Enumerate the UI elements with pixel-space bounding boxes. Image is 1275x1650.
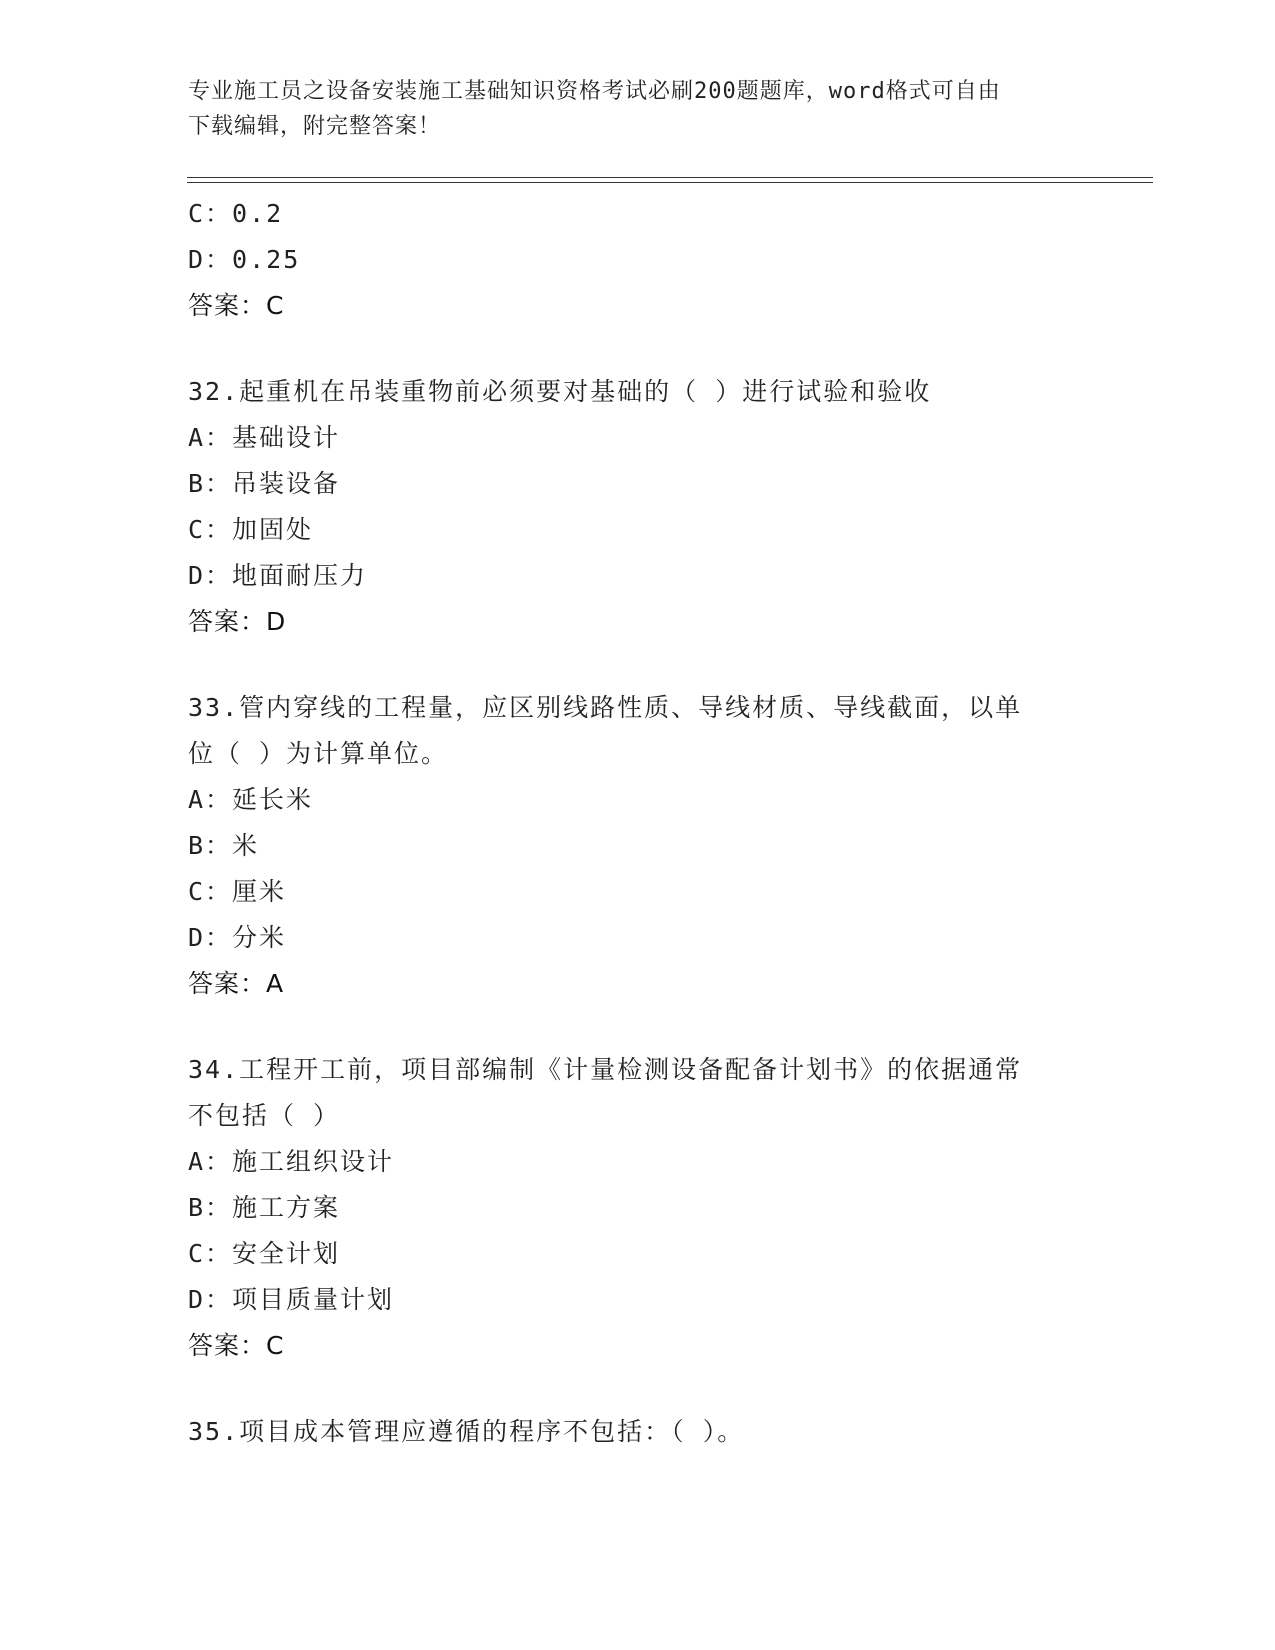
option-b: B：吊装设备 [188,469,341,498]
page-header [188,74,1088,144]
question-text-line-2: 位（ ）为计算单位。 [188,739,449,768]
option-a: A：基础设计 [188,423,341,452]
option-a: A：施工组织设计 [188,1147,395,1176]
question-35 [188,1409,1088,1455]
header-title-line-2: 下载编辑，附完整答案！ [188,114,442,139]
question-text: 32.起重机在吊装重物前必须要对基础的（ ）进行试验和验收 [188,377,932,406]
question-34 [188,1047,1088,1369]
option-c: C：0.2 [188,199,284,228]
question-32 [188,369,1088,645]
header-divider-top [187,177,1153,178]
answer-line: 答案：D [188,607,287,636]
spacer [188,329,1088,369]
question-33 [188,685,1088,1007]
option-d: D：地面耐压力 [188,561,368,590]
spacer [188,1369,1088,1409]
option-a: A：延长米 [188,785,314,814]
option-c: C：厘米 [188,877,287,906]
option-c: C：加固处 [188,515,314,544]
question-text-line-1: 33.管内穿线的工程量，应区别线路性质、导线材质、导线截面，以单 [188,693,1023,722]
header-divider-bottom [187,182,1153,183]
question-text-line-2: 不包括（ ） [188,1101,341,1130]
answer-line: 答案：A [188,969,285,998]
spacer [188,645,1088,685]
option-d: D：项目质量计划 [188,1285,395,1314]
spacer [188,1007,1088,1047]
option-b: B：米 [188,831,260,860]
answer-line: 答案：C [188,1331,285,1360]
question-list [188,191,1088,1455]
carryover-question [188,191,1088,329]
question-text-line-1: 34.工程开工前，项目部编制《计量检测设备配备计划书》的依据通常 [188,1055,1023,1084]
question-text: 35.项目成本管理应遵循的程序不包括：（ ）。 [188,1417,745,1446]
option-b: B：施工方案 [188,1193,341,1222]
option-d: D：0.25 [188,245,301,274]
option-c: C：安全计划 [188,1239,341,1268]
option-d: D：分米 [188,923,287,952]
header-title-line-1: 专业施工员之设备安装施工基础知识资格考试必刷200题题库，word格式可自由 [188,79,1001,104]
answer-line: 答案：C [188,291,285,320]
